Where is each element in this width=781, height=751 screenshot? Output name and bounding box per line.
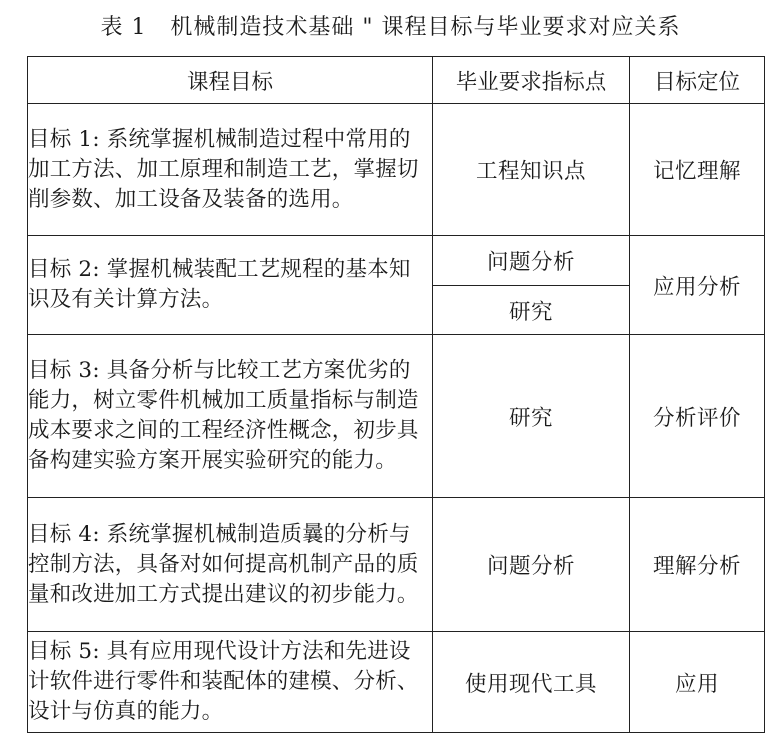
position-cell: 理解分析 [630,498,765,632]
course-goal-table [27,56,765,733]
header-graduation-requirement: 毕业要求指标点 [433,57,630,104]
goal-1-cell: 目标 1: 系统掌握机械制造过程中常用的加工方法、加工原理和制造工艺，掌握切削参数、加工设备及装备的选用。 [28,104,433,236]
goal-3-cell: 目标 3: 具备分析与比较工艺方案优劣的能力，树立零件机械加工质量指标与制造成本要求之间的工程经济性概念，初步具备构建实验方案开展实验研究的能力。 [28,335,433,498]
goal-2-cell: 目标 2: 掌握机械装配工艺规程的基本知识及有关计算方法。 [28,236,433,335]
requirement-cell: 研究 [433,286,630,335]
table-row [28,498,765,632]
position-cell: 分析评价 [630,335,765,498]
goal-5-cell: 目标 5: 具有应用现代设计方法和先进设计软件进行零件和装配体的建模、分析、设计与仿真的能力。 [28,632,433,733]
position-cell: 应用分析 [630,236,765,335]
requirement-cell: 使用现代工具 [433,632,630,733]
requirement-cell: 问题分析 [433,498,630,632]
position-cell: 应用 [630,632,765,733]
header-course-goal: 课程目标 [28,57,433,104]
goal-4-cell: 目标 4: 系统掌握机械制造质曩的分析与控制方法，具备对如何提高机制产品的质量和改进加工方式提出建议的初步能力。 [28,498,433,632]
header-goal-position: 目标定位 [630,57,765,104]
header-row [28,57,765,104]
table-row [28,335,765,498]
table-row [28,104,765,236]
requirement-cell: 研究 [433,335,630,498]
requirement-cell: 问题分析 [433,236,630,286]
table-row [28,632,765,733]
requirement-cell: 工程知识点 [433,104,630,236]
table-row [28,236,765,286]
position-cell: 记忆理解 [630,104,765,236]
table-caption: 表 1 机械制造技术基础 " 课程目标与毕业要求对应关系 [100,15,681,40]
